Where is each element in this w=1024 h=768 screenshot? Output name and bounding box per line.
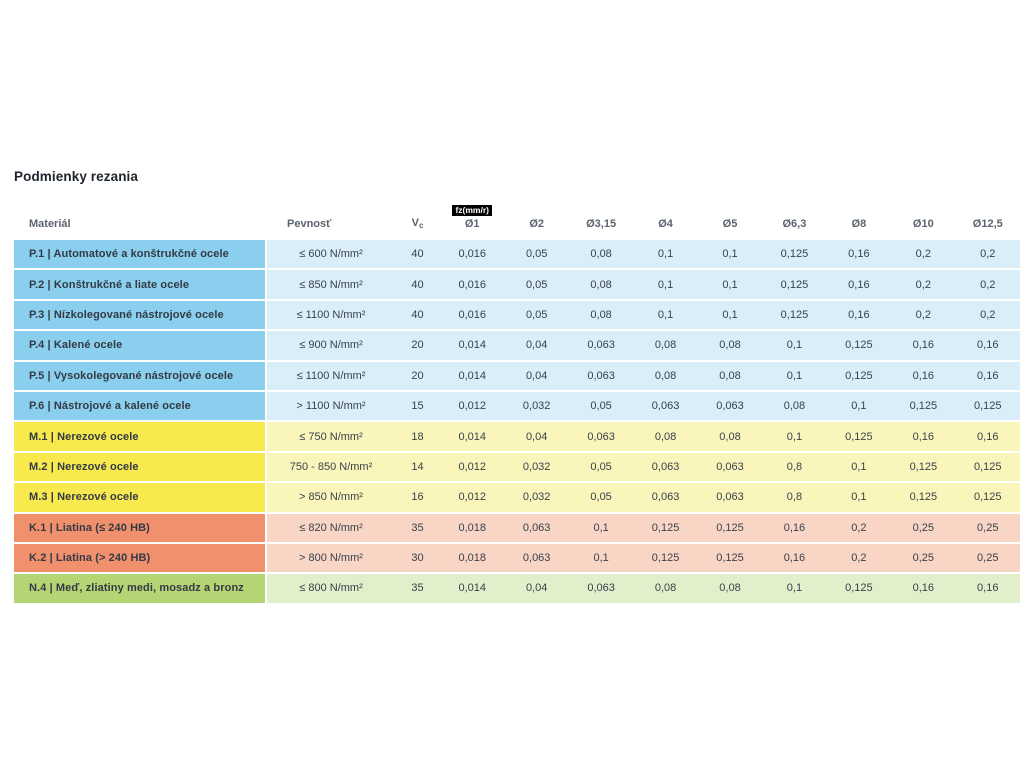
vc-cell: 14 (395, 453, 440, 481)
column-header-material: Materiál (29, 218, 71, 230)
fz-value-cell: 0,032 (504, 453, 568, 481)
fz-value-cell: 0,08 (633, 362, 697, 390)
vc-cell: 20 (395, 331, 440, 359)
fz-value-cell: 0,05 (504, 270, 568, 298)
pevnost-cell: 750 - 850 N/mm² (267, 453, 395, 481)
table-row (14, 483, 1020, 511)
fz-value-cell: 0,063 (633, 392, 697, 420)
fz-value-cell: 0,05 (569, 392, 633, 420)
fz-value-cell: 0,2 (827, 544, 891, 572)
material-cell: K.2 | Liatina (> 240 HB) (14, 544, 267, 572)
fz-value-cell: 0,125 (633, 514, 697, 542)
fz-value-cell: 0,125 (891, 483, 955, 511)
fz-value-cell: 0,2 (891, 270, 955, 298)
fz-value-cell: 0,125 (698, 514, 762, 542)
fz-value-cell: 0,25 (891, 544, 955, 572)
page-title: Podmienky rezania (14, 169, 138, 184)
pevnost-cell: ≤ 800 N/mm² (267, 574, 395, 602)
material-cell: P.1 | Automatové a konštrukčné ocele (14, 240, 267, 268)
fz-value-cell: 0,016 (440, 240, 504, 268)
fz-value-cell: 0,1 (569, 514, 633, 542)
vc-cell: 40 (395, 301, 440, 329)
fz-value-cell: 0,125 (762, 240, 826, 268)
fz-value-cell: 0,05 (504, 301, 568, 329)
vc-cell: 40 (395, 240, 440, 268)
fz-value-cell: 0,125 (956, 392, 1020, 420)
column-header-diameter-label: Ø3,15 (586, 218, 617, 230)
fz-value-cell: 0,16 (956, 422, 1020, 450)
fz-value-cell: 0,1 (698, 301, 762, 329)
fz-value-cell: 0,16 (762, 544, 826, 572)
fz-value-cell: 0,063 (569, 422, 633, 450)
fz-value-cell: 0,25 (891, 514, 955, 542)
fz-value-cell: 0,2 (956, 270, 1020, 298)
fz-value-cell: 0,012 (440, 453, 504, 481)
fz-value-cell: 0,05 (569, 453, 633, 481)
vc-cell: 30 (395, 544, 440, 572)
fz-value-cell: 0,012 (440, 392, 504, 420)
fz-value-cell: 0,063 (504, 514, 568, 542)
fz-value-cell: 0,08 (698, 362, 762, 390)
fz-value-cell: 0,125 (698, 544, 762, 572)
vc-cell: 15 (395, 392, 440, 420)
fz-value-cell: 0,04 (504, 574, 568, 602)
column-header-diameter (569, 218, 633, 231)
vc-cell: 18 (395, 422, 440, 450)
fz-value-cell: 0,2 (956, 301, 1020, 329)
fz-value-cell: 0,125 (956, 453, 1020, 481)
material-cell: N.4 | Meď, zliatiny medi, mosadz a bronz (14, 574, 267, 602)
fz-value-cell: 0,08 (633, 331, 697, 359)
fz-value-cell: 0,08 (698, 331, 762, 359)
column-header-diameter-label: Ø12,5 (972, 218, 1003, 230)
fz-value-cell: 0,16 (827, 240, 891, 268)
table-row (14, 453, 1020, 481)
fz-value-cell: 0,16 (827, 301, 891, 329)
fz-value-cell: 0,1 (698, 240, 762, 268)
fz-value-cell: 0,063 (569, 574, 633, 602)
column-header-diameter (440, 205, 504, 232)
material-cell: K.1 | Liatina (≤ 240 HB) (14, 514, 267, 542)
fz-value-cell: 0,014 (440, 422, 504, 450)
fz-value-cell: 0,063 (569, 331, 633, 359)
vc-symbol: V (411, 217, 419, 229)
table-row (14, 331, 1020, 359)
fz-value-cell: 0,16 (956, 574, 1020, 602)
vc-subscript: c (418, 221, 424, 230)
fz-value-cell: 0,1 (569, 544, 633, 572)
fz-value-cell: 0,1 (762, 422, 826, 450)
material-cell: P.3 | Nízkolegované nástrojové ocele (14, 301, 267, 329)
fz-value-cell: 0,04 (504, 422, 568, 450)
fz-value-cell: 0,063 (633, 453, 697, 481)
fz-value-cell: 0,125 (827, 331, 891, 359)
fz-value-cell: 0,16 (762, 514, 826, 542)
material-cell: P.5 | Vysokolegované nástrojové ocele (14, 362, 267, 390)
vc-cell: 40 (395, 270, 440, 298)
fz-value-cell: 0,125 (762, 301, 826, 329)
table-row (14, 422, 1020, 450)
column-header-pevnost: Pevnosť (287, 218, 332, 230)
material-cell: M.3 | Nerezové ocele (14, 483, 267, 511)
pevnost-cell: > 800 N/mm² (267, 544, 395, 572)
fz-value-cell: 0,04 (504, 331, 568, 359)
table-row (14, 270, 1020, 298)
fz-value-cell: 0,08 (698, 422, 762, 450)
pevnost-cell: ≤ 1100 N/mm² (267, 301, 395, 329)
fz-value-cell: 0,1 (633, 270, 697, 298)
pevnost-cell: ≤ 820 N/mm² (267, 514, 395, 542)
vc-cell: 20 (395, 362, 440, 390)
fz-value-cell: 0,032 (504, 483, 568, 511)
fz-value-cell: 0,16 (827, 270, 891, 298)
fz-value-cell: 0,25 (956, 544, 1020, 572)
pevnost-cell: ≤ 600 N/mm² (267, 240, 395, 268)
fz-value-cell: 0,018 (440, 544, 504, 572)
cutting-conditions-table (14, 197, 1020, 603)
table-header-row (14, 197, 1020, 231)
material-cell: M.1 | Nerezové ocele (14, 422, 267, 450)
fz-value-cell: 0,1 (633, 240, 697, 268)
fz-value-cell: 0,08 (698, 574, 762, 602)
fz-value-cell: 0,08 (569, 270, 633, 298)
pevnost-cell: > 850 N/mm² (267, 483, 395, 511)
fz-value-cell: 0,08 (762, 392, 826, 420)
fz-value-cell: 0,125 (633, 544, 697, 572)
column-header-diameter-label: Ø1 (464, 218, 480, 230)
column-header-diameter (762, 218, 826, 231)
fz-value-cell: 0,16 (956, 331, 1020, 359)
column-header-diameter-label: Ø10 (912, 218, 934, 230)
vc-cell: 35 (395, 574, 440, 602)
fz-value-cell: 0,016 (440, 270, 504, 298)
fz-value-cell: 0,125 (956, 483, 1020, 511)
table-row (14, 301, 1020, 329)
table-row (14, 574, 1020, 602)
column-header-diameter-label: Ø4 (658, 218, 673, 230)
fz-value-cell: 0,1 (762, 362, 826, 390)
fz-value-cell: 0,125 (827, 574, 891, 602)
fz-value-cell: 0,016 (440, 301, 504, 329)
fz-value-cell: 0,16 (956, 362, 1020, 390)
fz-value-cell: 0,16 (891, 422, 955, 450)
fz-value-cell: 0,05 (504, 240, 568, 268)
pevnost-cell: ≤ 1100 N/mm² (267, 362, 395, 390)
fz-value-cell: 0,032 (504, 392, 568, 420)
fz-value-cell: 0,063 (698, 453, 762, 481)
fz-value-cell: 0,012 (440, 483, 504, 511)
table-row (14, 362, 1020, 390)
fz-value-cell: 0,8 (762, 453, 826, 481)
fz-value-cell: 0,014 (440, 362, 504, 390)
fz-value-cell: 0,16 (891, 331, 955, 359)
fz-value-cell: 0,1 (762, 331, 826, 359)
fz-value-cell: 0,2 (891, 301, 955, 329)
vc-cell: 35 (395, 514, 440, 542)
fz-value-cell: 0,08 (569, 240, 633, 268)
fz-value-cell: 0,25 (956, 514, 1020, 542)
fz-value-cell: 0,08 (569, 301, 633, 329)
fz-value-cell: 0,1 (827, 453, 891, 481)
fz-value-cell: 0,063 (569, 362, 633, 390)
column-header-diameter (633, 218, 697, 231)
pevnost-cell: ≤ 900 N/mm² (267, 331, 395, 359)
fz-value-cell: 0,16 (891, 362, 955, 390)
fz-value-cell: 0,063 (698, 392, 762, 420)
fz-value-cell: 0,063 (504, 544, 568, 572)
fz-value-cell: 0,1 (698, 270, 762, 298)
column-header-diameter-label: Ø8 (851, 218, 867, 230)
fz-value-cell: 0,018 (440, 514, 504, 542)
fz-value-cell: 0,1 (827, 392, 891, 420)
column-header-diameter (956, 218, 1020, 231)
fz-value-cell: 0,1 (633, 301, 697, 329)
table-row (14, 544, 1020, 572)
column-header-diameter (504, 218, 568, 231)
pevnost-cell: > 1100 N/mm² (267, 392, 395, 420)
fz-value-cell: 0,1 (762, 574, 826, 602)
table-body (14, 240, 1020, 603)
fz-unit-badge: fz(mm/r) (452, 205, 492, 217)
fz-value-cell: 0,063 (633, 483, 697, 511)
fz-value-cell: 0,125 (891, 453, 955, 481)
material-cell: P.2 | Konštrukčné a liate ocele (14, 270, 267, 298)
fz-value-cell: 0,2 (956, 240, 1020, 268)
pevnost-cell: ≤ 750 N/mm² (267, 422, 395, 450)
column-header-diameter-label: Ø2 (529, 218, 544, 230)
column-header-diameter-label: Ø5 (722, 218, 738, 230)
fz-value-cell: 0,08 (633, 422, 697, 450)
fz-value-cell: 0,125 (827, 362, 891, 390)
fz-value-cell: 0,16 (891, 574, 955, 602)
material-cell: M.2 | Nerezové ocele (14, 453, 267, 481)
fz-value-cell: 0,125 (762, 270, 826, 298)
fz-value-cell: 0,125 (827, 422, 891, 450)
fz-value-cell: 0,1 (827, 483, 891, 511)
column-header-vc (395, 217, 440, 231)
fz-value-cell: 0,05 (569, 483, 633, 511)
fz-value-cell: 0,014 (440, 574, 504, 602)
table-row (14, 392, 1020, 420)
fz-value-cell: 0,08 (633, 574, 697, 602)
column-header-diameter (827, 218, 891, 231)
column-header-diameter (891, 218, 955, 231)
table-row (14, 514, 1020, 542)
fz-value-cell: 0,063 (698, 483, 762, 511)
fz-value-cell: 0,2 (827, 514, 891, 542)
table-row (14, 240, 1020, 268)
fz-value-cell: 0,8 (762, 483, 826, 511)
fz-value-cell: 0,014 (440, 331, 504, 359)
material-cell: P.6 | Nástrojové a kalené ocele (14, 392, 267, 420)
vc-cell: 16 (395, 483, 440, 511)
pevnost-cell: ≤ 850 N/mm² (267, 270, 395, 298)
fz-value-cell: 0,125 (891, 392, 955, 420)
fz-value-cell: 0,04 (504, 362, 568, 390)
material-cell: P.4 | Kalené ocele (14, 331, 267, 359)
column-header-diameter-label: Ø6,3 (782, 218, 807, 230)
fz-value-cell: 0,2 (891, 240, 955, 268)
column-header-diameter (698, 218, 762, 231)
